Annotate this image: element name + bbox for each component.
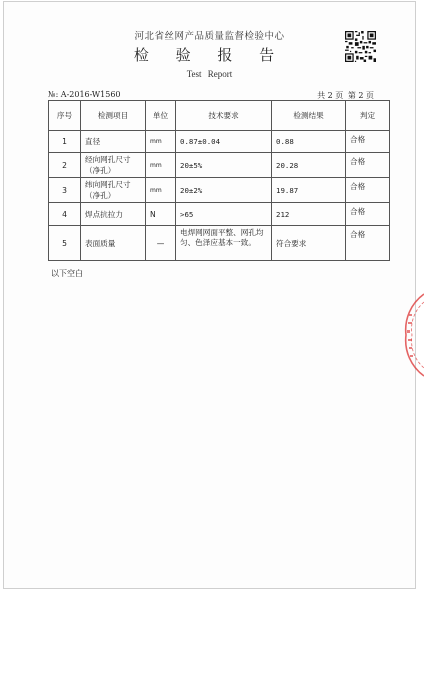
- row-result: 0.88: [272, 131, 346, 153]
- table-row: [49, 153, 390, 178]
- report-number: №: A-2016-W1560: [48, 90, 121, 99]
- row-unit: mm: [146, 131, 176, 153]
- row-unit: —: [146, 226, 176, 261]
- header-requirement: 技术要求: [176, 101, 272, 131]
- report-subtitle: Test Report: [186, 69, 233, 79]
- row-verdict: 合格: [346, 131, 390, 153]
- table-header-row: [49, 101, 390, 131]
- qr-code-icon: [345, 31, 376, 62]
- header-unit: 单位: [146, 101, 176, 131]
- row-result: 符合要求: [272, 226, 346, 261]
- row-item: 表面质量: [81, 226, 146, 261]
- row-item: 直径: [81, 131, 146, 153]
- current-page: 第 2 页: [347, 91, 374, 100]
- row-no: 4: [49, 203, 81, 226]
- row-no: 5: [49, 226, 81, 261]
- row-result: 212: [272, 203, 346, 226]
- row-requirement: 电焊网网面平整、网孔均匀、色泽应基本一致。: [176, 226, 272, 261]
- table-row: [49, 203, 390, 226]
- row-requirement: 20±2%: [176, 178, 272, 203]
- row-unit: mm: [146, 153, 176, 178]
- row-no: 3: [49, 178, 81, 203]
- row-unit: mm: [146, 178, 176, 203]
- row-verdict: 合格: [346, 153, 390, 178]
- table-row: [49, 178, 390, 203]
- header-no: 序号: [49, 101, 81, 131]
- total-pages: 共 2 页: [317, 91, 344, 100]
- row-unit: N: [146, 203, 176, 226]
- row-requirement: 0.87±0.04: [176, 131, 272, 153]
- row-requirement: >65: [176, 203, 272, 226]
- header-result: 检测结果: [272, 101, 346, 131]
- header-verdict: 判定: [346, 101, 390, 131]
- table-row: [49, 226, 390, 261]
- row-result: 19.87: [272, 178, 346, 203]
- table-row: [49, 131, 390, 153]
- row-item: 焊点抗拉力: [81, 203, 146, 226]
- official-seal-icon: [396, 290, 424, 380]
- header-item: 检测项目: [81, 101, 146, 131]
- row-no: 2: [49, 153, 81, 178]
- row-item: 纬向网孔尺寸（净孔）: [81, 178, 146, 203]
- row-verdict: 合格: [346, 203, 390, 226]
- report-page: [3, 1, 416, 589]
- row-no: 1: [49, 131, 81, 153]
- row-item: 经向网孔尺寸（净孔）: [81, 153, 146, 178]
- row-verdict: 合格: [346, 178, 390, 203]
- results-table: [48, 100, 390, 261]
- report-title: 检 验 报 告: [133, 46, 286, 64]
- organization-name: 河北省丝网产品质量监督检验中心: [134, 31, 285, 42]
- row-result: 20.28: [272, 153, 346, 178]
- row-verdict: 合格: [346, 226, 390, 261]
- footer-note: 以下空白: [51, 269, 83, 278]
- row-requirement: 20±5%: [176, 153, 272, 178]
